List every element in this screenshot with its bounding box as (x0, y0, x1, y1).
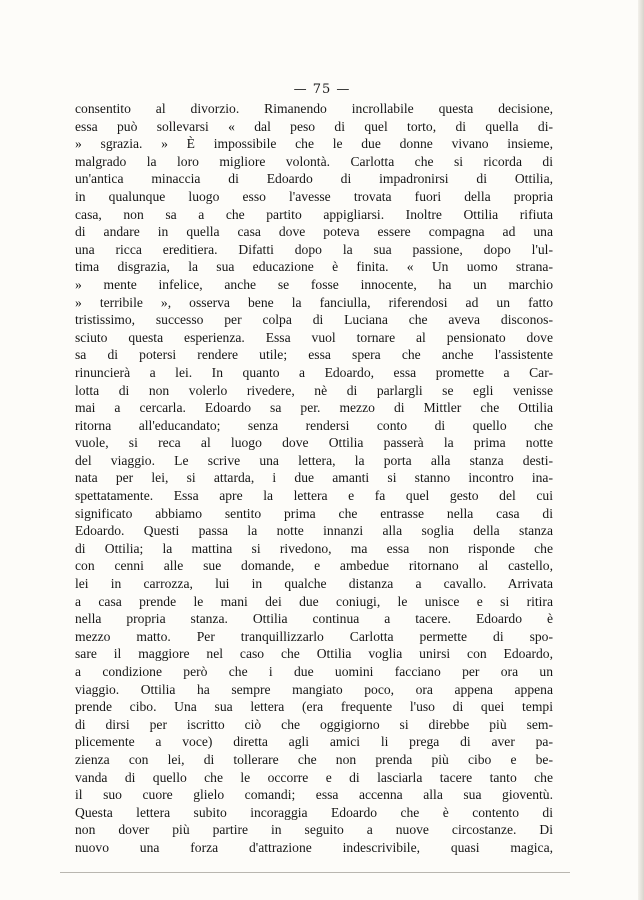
text-line: malgrado la loro migliore volontà. Carlotta che si ricorda di (75, 153, 553, 169)
text-line: in qualunque luogo esso l'avesse trovata fuori della propria (75, 188, 553, 204)
text-line: nata per lei, si attarda, i due amanti si stanno incontro ina- (75, 470, 553, 486)
text-line: vanda di quello che le occorre e di lasciarla tacere tanto che (75, 769, 553, 785)
text-line: a condizione però che i due uomini facciano per ora un (75, 664, 553, 679)
text-line: prende cibo. Una sua lettera (era frequente l'uso di quei tempi (75, 699, 553, 715)
text-line: spettatamente. Essa apre la lettera e fa quel gesto del cui (75, 488, 553, 504)
text-line: viaggio. Ottilia ha sempre mangiato poco, ora appena appena (75, 681, 553, 697)
text-line: sciuto questa esperienza. Essa vuol tornare al pensionato dove (75, 329, 553, 345)
text-line: di Ottilia; la mattina si rivedono, ma essa non risponde che (75, 540, 553, 556)
text-line: tima disgrazia, la sua educazione è finita. « Un uomo strana- (75, 259, 553, 275)
text-line: » mente infelice, anche se fosse innocente, ha un marchio (75, 276, 553, 292)
text-line: casa, non sa a che partito appigliarsi. Inoltre Ottilia rifiuta (75, 206, 553, 222)
text-line: Questa lettera subito incoraggia Edoardo che è contento di (75, 804, 553, 820)
text-line: rinuncierà a lei. In quanto a Edoardo, essa promette a Car- (75, 364, 553, 380)
text-line: il suo cuore glielo comandi; essa accenna alla sua gioventù. (75, 787, 553, 803)
text-line: un'antica minaccia di Edoardo di impadronirsi di Ottilia, (75, 171, 553, 187)
text-line: Edoardo. Questi passa la notte innanzi alla soglia della stanza (75, 523, 553, 539)
text-line: nella propria stanza. Ottilia continua a tacere. Edoardo è (75, 611, 553, 627)
text-line: mezzo matto. Per tranquillizzarlo Carlotta permette di spo- (75, 628, 553, 644)
text-line: lotta di non volerlo rivedere, nè di parlargli se egli venisse (75, 382, 553, 398)
text-line: una ricca ereditiera. Difatti dopo la sua passione, dopo l'ul- (75, 241, 553, 257)
text-line: di dirsi per iscritto ciò che oggigiorno si direbbe più sem- (75, 716, 553, 732)
bottom-rule (60, 872, 570, 873)
text-line: tristissimo, successo per colpa di Luciana che aveva disconos- (75, 312, 553, 328)
text-line: » terribile », osserva bene la fanciulla, riferendosi ad un fatto (75, 294, 553, 310)
text-line: » sgrazia. » È impossibile che le due donne vivano insieme, (75, 136, 553, 152)
body-text (75, 100, 553, 857)
text-line: plicemente a voce) diretta agli amici li prega di aver pa- (75, 734, 553, 750)
text-line: a casa prende le mani dei due coniugi, le unisce e si ritira (75, 593, 553, 609)
text-line: vuole, si reca al luogo dove Ottilia passerà la prima notte (75, 435, 553, 451)
page-edge (638, 0, 644, 900)
text-line: ritorna all'educandato; senza rendersi conto di quello che (75, 417, 553, 433)
text-line: significato abbiamo sentito prima che entrasse nella casa di (75, 505, 553, 521)
text-line: lei in carrozza, lui in qualche distanza a cavallo. Arrivata (75, 576, 553, 592)
text-line: zienza con lei, di tollerare che non prenda più cibo e be- (75, 751, 553, 767)
text-line: sa di potersi rendere utile; essa spera che anche l'assistente (75, 347, 553, 363)
text-line: sare il maggiore nel caso che Ottilia voglia unirsi con Edoardo, (75, 646, 553, 662)
page-number: — 75 — (293, 82, 351, 97)
text-line: non dover più partire in seguito a nuove circostanze. Di (75, 822, 553, 838)
text-line: di andare in quella casa dove poteva essere compagna ad una (75, 224, 553, 240)
text-line: mai a cercarla. Edoardo sa per. mezzo di Mittler che Ottilia (75, 400, 553, 416)
text-line: con cenni alle sue domande, e ambedue ritornano al castello, (75, 558, 553, 574)
text-line: essa può sollevarsi « dal peso di quel torto, di quella di- (75, 118, 553, 134)
text-line: consentito al divorzio. Rimanendo incrollabile questa decisione, (75, 101, 553, 116)
text-line: del viaggio. Le scrive una lettera, la porta alla stanza desti- (75, 452, 553, 468)
text-line: nuovo una forza d'attrazione indescrivibile, quasi magica, (75, 839, 553, 855)
